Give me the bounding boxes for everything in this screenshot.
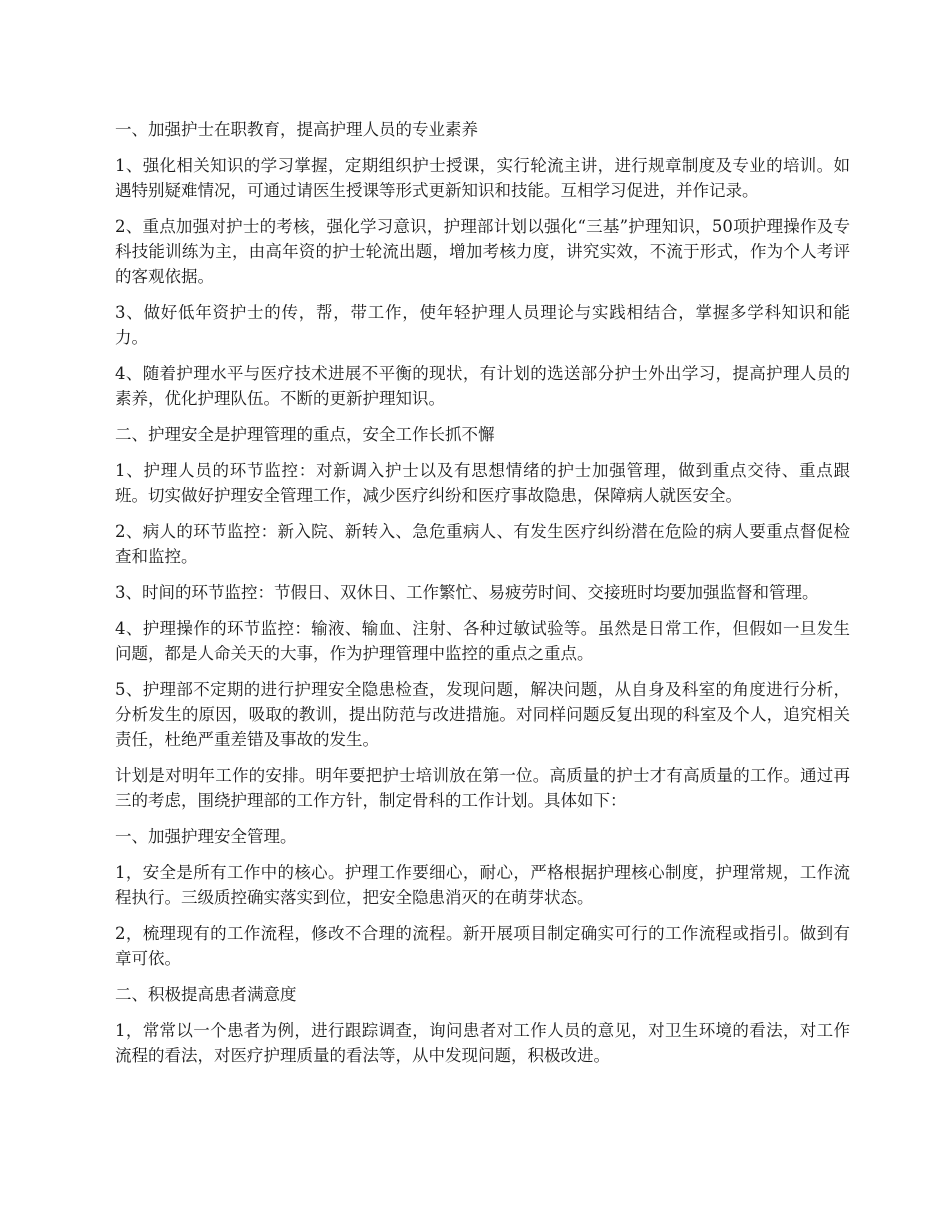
paragraph-2-3: 3、时间的环节监控：节假日、双休日、工作繁忙、易疲劳时间、交接班时均要加强监督和管理。 [115,583,819,602]
section-heading-2: 二、护理安全是护理管理的重点，安全工作长抓不懈 [115,425,495,444]
paragraph-2-1: 1、护理人员的环节监控：对新调入护士以及有思想情绪的护士加强管理，做到重点交待、重点跟班。切实做好护理安全管理工作，减少医疗纠纷和医疗事故隐患，保障病人就医安全。 [115,461,850,505]
section-heading-1: 一、加强护士在职教育，提高护理人员的专业素养 [115,120,478,139]
plan-intro-paragraph: 计划是对明年工作的安排。明年要把护士培训放在第一位。高质量的护士才有高质量的工作。通过再三的考虑，围绕护理部的工作方针，制定骨科的工作计划。具体如下： [115,766,850,810]
paragraph-2-4: 4、护理操作的环节监控：输液、输血、注射、各种过敏试验等。虽然是日常工作，但假如一旦发生问题，都是人命关天的大事，作为护理管理中监控的重点之重点。 [115,619,850,663]
section-heading-3: 一、加强护理安全管理。 [115,827,297,846]
section-heading-4: 二、积极提高患者满意度 [115,985,297,1004]
paragraph-1-3: 3、做好低年资护士的传，帮，带工作，使年轻护理人员理论与实践相结合，掌握多学科知识和能力。 [115,303,850,347]
paragraph-2-2: 2、病人的环节监控：新入院、新转入、急危重病人、有发生医疗纠纷潜在危险的病人要重点督促检查和监控。 [115,522,850,566]
paragraph-3-2: 2，梳理现有的工作流程，修改不合理的流程。新开展项目制定确实可行的工作流程或指引。做到有章可依。 [115,924,850,968]
paragraph-1-2: 2、重点加强对护士的考核，强化学习意识，护理部计划以强化“三基”护理知识，50项护理操作及专科技能训练为主，由高年资的护士轮流出题，增加考核力度，讲究实效，不流于形式，作为个人考评的客观依据。 [115,217,850,286]
paragraph-1-1: 1、强化相关知识的学习掌握，定期组织护士授课，实行轮流主讲，进行规章制度及专业的培训。如遇特别疑难情况，可通过请医生授课等形式更新知识和技能。互相学习促进，并作记录。 [115,156,850,200]
document-body [115,117,850,1079]
paragraph-2-5: 5、护理部不定期的进行护理安全隐患检查，发现问题，解决问题，从自身及科室的角度进行分析，分析发生的原因，吸取的教训，提出防范与改进措施。对同样问题反复出现的科室及个人，追究相关责任，杜绝严重差错及事故的发生。 [115,680,850,749]
paragraph-3-1: 1，安全是所有工作中的核心。护理工作要细心，耐心，严格根据护理核心制度，护理常规，工作流程执行。三级质控确实落实到位，把安全隐患消灭的在萌芽状态。 [115,863,850,907]
paragraph-1-4: 4、随着护理水平与医疗技术进展不平衡的现状，有计划的选送部分护士外出学习，提高护理人员的素养，优化护理队伍。不断的更新护理知识。 [115,364,850,408]
paragraph-4-1: 1，常常以一个患者为例，进行跟踪调查，询问患者对工作人员的意见，对卫生环境的看法，对工作流程的看法，对医疗护理质量的看法等，从中发现问题，积极改进。 [115,1021,850,1065]
